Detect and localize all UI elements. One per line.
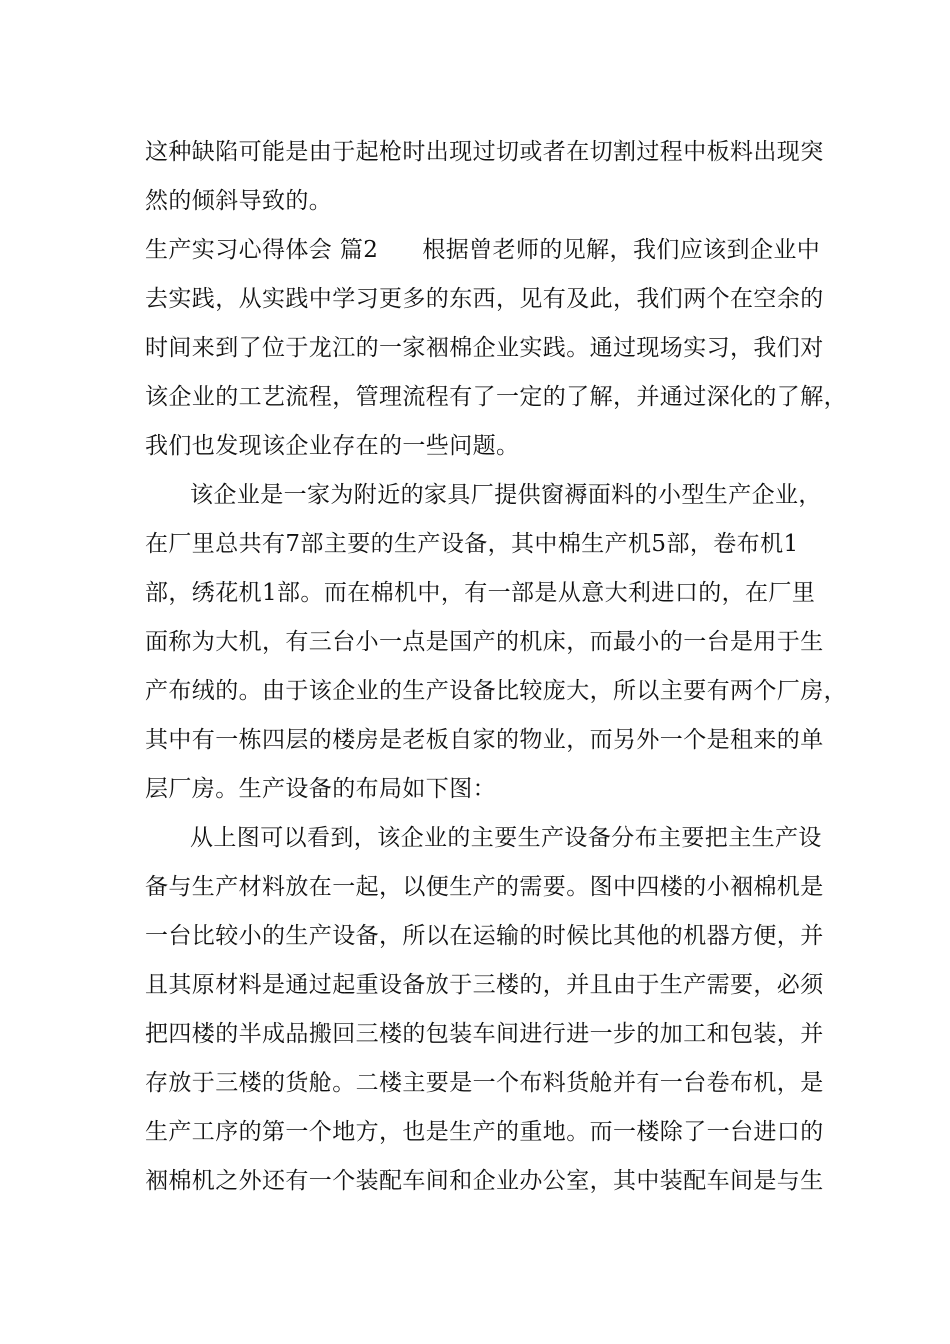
text-line: 生产工序的第一个地方，也是生产的重地。而一楼除了一台进口的 <box>145 1119 824 1145</box>
text-line: 层厂房。生产设备的布局如下图： <box>145 776 496 802</box>
text-line: 面称为大机，有三台小一点是国产的机床，而最小的一台是用于生 <box>145 629 824 655</box>
text-line: 然的倾斜导致的。 <box>145 188 333 214</box>
text-line: 部，绣花机1部。而在棉机中，有一部是从意大利进口的，在厂里 <box>145 580 816 606</box>
text-line: 把四楼的半成品搬回三楼的包装车间进行进一步的加工和包装，并 <box>145 1021 824 1047</box>
text-line: 一台比较小的生产设备，所以在运输的时候比其他的机器方便，并 <box>145 923 824 949</box>
text-line: 且其原材料是通过起重设备放于三楼的，并且由于生产需要，必须 <box>145 972 824 998</box>
paragraph-start: 根据曾老师的见解，我们应该到企业中 <box>422 237 821 263</box>
paragraph-first-line: 从上图可以看到，该企业的主要生产设备分布主要把主生产设 <box>190 825 822 851</box>
section-heading: 生产实习心得体会 篇2 <box>145 237 379 263</box>
text-line: 备与生产材料放在一起，以便生产的需要。图中四楼的小裀棉机是 <box>145 874 824 900</box>
text-line: 时间来到了位于龙江的一家裀棉企业实践。通过现场实习，我们对 <box>145 335 824 361</box>
text-line: 这种缺陷可能是由于起枪时出现过切或者在切割过程中板料出现突 <box>145 139 824 165</box>
text-line: 裀棉机之外还有一个装配车间和企业办公室，其中装配车间是与生 <box>145 1168 824 1194</box>
paragraph-first-line: 该企业是一家为附近的家具厂提供窗褥面料的小型生产企业， <box>190 482 822 508</box>
text-line: 在厂里总共有7部主要的生产设备，其中棉生产机5部，卷布机1 <box>145 531 799 557</box>
text-line: 其中有一栋四层的楼房是老板自家的物业，而另外一个是租来的单 <box>145 727 824 753</box>
text-line: 我们也发现该企业存在的一些问题。 <box>145 433 520 459</box>
section-heading-line <box>145 236 820 264</box>
text-line: 该企业的工艺流程，管理流程有了一定的了解，并通过深化的了解， <box>145 384 847 410</box>
text-line: 产布绒的。由于该企业的生产设备比较庞大，所以主要有两个厂房， <box>145 678 847 704</box>
text-line: 存放于三楼的货舱。二楼主要是一个布料货舱并有一台卷布机，是 <box>145 1070 824 1096</box>
text-line: 去实践，从实践中学习更多的东西，见有及此，我们两个在空余的 <box>145 286 824 312</box>
